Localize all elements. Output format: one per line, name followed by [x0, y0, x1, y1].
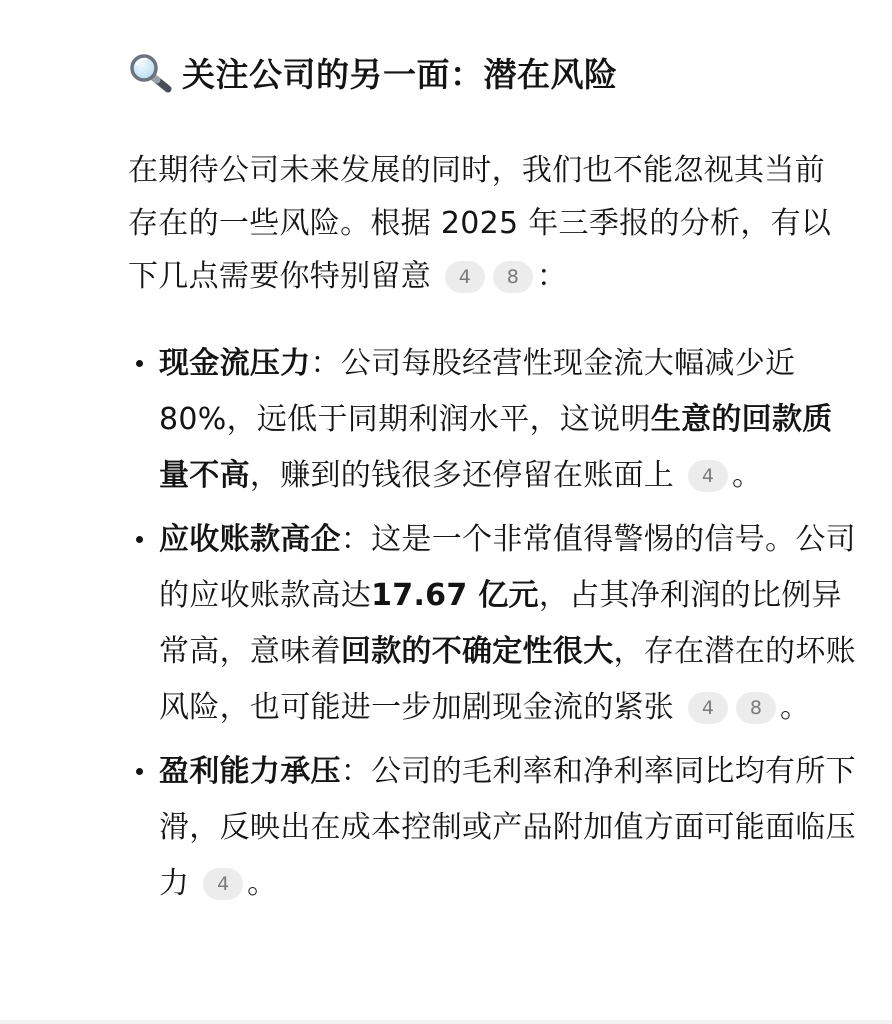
list-item — [128, 336, 860, 504]
list-item — [128, 512, 860, 736]
list-item — [128, 744, 860, 912]
risk-title: 现金流压力 — [159, 346, 311, 381]
risk-emphasis: 17.67 亿元 — [371, 578, 539, 613]
risk-text: ，占其净利润的比例异常高，意味着 — [159, 578, 842, 669]
magnifying-glass-icon — [128, 53, 174, 93]
risk-title: 应收账款高企 — [159, 522, 341, 557]
risk-separator: ： — [340, 754, 372, 789]
bullet-dot — [136, 536, 143, 543]
risk-end-punct: 。 — [779, 690, 811, 725]
risk-emphasis: 回款的不确定性很大 — [340, 634, 614, 669]
risk-text: 公司每股经营性现金流大幅减少近 80%，远低于同期利润水平，这说明 — [159, 346, 796, 437]
intro-end-punct: ： — [536, 259, 568, 294]
citation-badge[interactable]: 4 — [688, 692, 728, 724]
citation-badge[interactable]: 4 — [688, 460, 728, 492]
risk-text: ，赚到的钱很多还停留在账面上 — [249, 458, 675, 493]
risk-text: 公司的毛利率和净利率同比均有所下滑，反映出在成本控制或产品附加值方面可能面临压力 — [159, 754, 856, 901]
bottom-divider — [0, 1020, 892, 1024]
section-heading — [128, 50, 618, 100]
risk-text: 这是一个非常值得警惕的信号。公司的应收账款高达 — [159, 522, 856, 613]
risk-end-punct: 。 — [247, 866, 278, 901]
risk-text: ，存在潜在的坏账风险，也可能进一步加剧现金流的紧张 — [159, 634, 856, 725]
risk-list — [128, 336, 860, 920]
bullet-dot — [136, 360, 143, 367]
risk-title: 盈利能力承压 — [159, 754, 341, 789]
intro-paragraph — [128, 144, 848, 303]
citation-badge[interactable]: 8 — [736, 692, 776, 724]
citation-badge[interactable]: 8 — [493, 261, 533, 293]
citation-badge[interactable]: 4 — [203, 868, 243, 900]
risk-separator: ： — [340, 522, 372, 557]
intro-text: 在期待公司未来发展的同时，我们也不能忽视其当前存在的一些风险。根据 2025 年三季报的分析，有以下几点需要你特别留意 — [128, 153, 832, 294]
risk-end-punct: 。 — [731, 458, 763, 493]
citation-badge[interactable]: 4 — [445, 261, 485, 293]
section-title: 关注公司的另一面：潜在风险 — [182, 55, 618, 94]
risk-separator: ： — [310, 346, 341, 381]
bullet-dot — [136, 768, 143, 775]
risk-emphasis: 生意的回款质量不高 — [159, 402, 833, 493]
